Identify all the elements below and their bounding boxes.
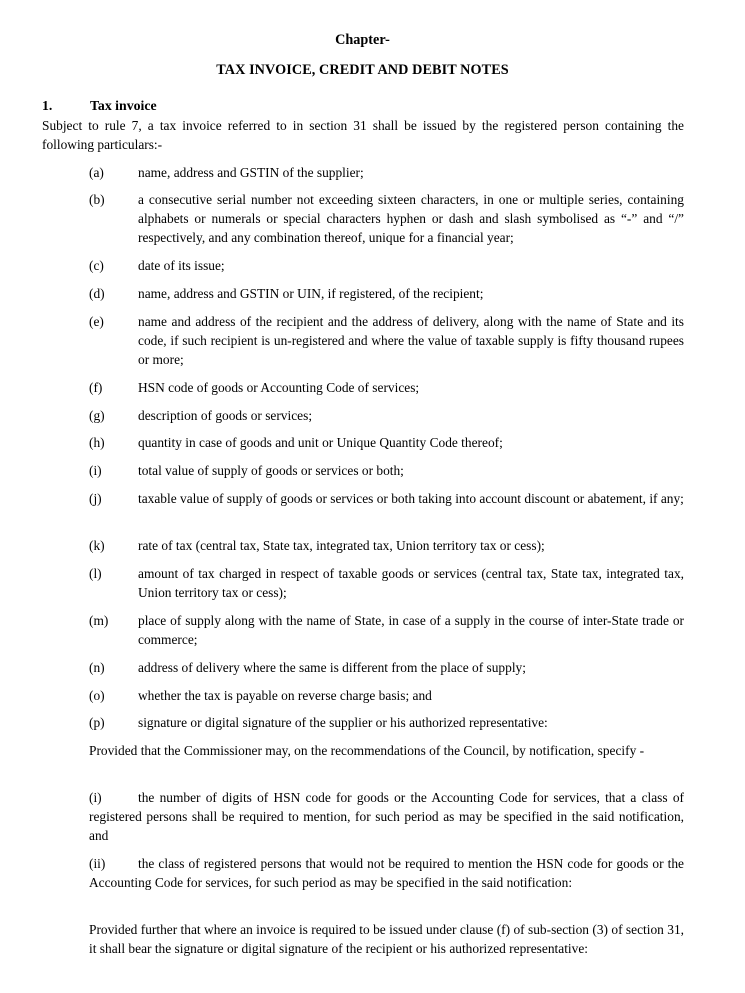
clause-text: amount of tax charged in respect of taxable goods or services (central tax, State tax, integrated tax, Union territory tax or cess);	[138, 566, 684, 600]
clause-label: (a)	[89, 165, 104, 180]
proviso-further-paragraph: Provided further that where an invoice is required to be issued under clause (f) of sub-section (3) of section 31, it shall bear the signature or digital signature of the recipient or his authorized representative:	[89, 922, 684, 956]
clause-label: (d)	[89, 286, 105, 301]
clause-label: (l)	[89, 566, 102, 581]
clause-label: (g)	[89, 408, 105, 423]
clause-o	[89, 686, 684, 705]
clause-m	[89, 611, 684, 649]
section-number: 1.	[42, 98, 53, 113]
clause-label: (b)	[89, 192, 105, 207]
clause-label: (f)	[89, 380, 103, 395]
clause-l	[89, 564, 684, 602]
clause-text: place of supply along with the name of State, in case of a supply in the course of inter-State trade or commerce;	[138, 613, 684, 647]
clause-f	[89, 378, 684, 397]
clause-b	[89, 190, 684, 247]
clause-i	[89, 461, 684, 480]
clause-g	[89, 406, 684, 425]
clause-text: name and address of the recipient and the address of delivery, along with the name of State and its code, if such recipient is un-registered and where the value of taxable supply is fifty thousand rupees or more;	[138, 314, 684, 367]
chapter-heading: Chapter-	[335, 32, 390, 48]
clause-d	[89, 284, 684, 303]
chapter-title: TAX INVOICE, CREDIT AND DEBIT NOTES	[216, 62, 509, 78]
clause-label: (o)	[89, 688, 105, 703]
clause-label: (c)	[89, 258, 104, 273]
clause-c	[89, 256, 684, 275]
clause-label: (p)	[89, 715, 105, 730]
clause-a	[89, 163, 684, 182]
clause-label: (e)	[89, 314, 104, 329]
clause-text: date of its issue;	[138, 258, 225, 273]
section-heading	[42, 96, 157, 115]
clause-h	[89, 433, 684, 452]
clause-text: name, address and GSTIN or UIN, if registered, of the recipient;	[138, 286, 484, 301]
clause-k	[89, 536, 684, 555]
section-title: Tax invoice	[90, 98, 157, 113]
proviso-paragraph: Provided that the Commissioner may, on the recommendations of the Council, by notification, specify -	[89, 743, 645, 758]
clause-text: a consecutive serial number not exceeding sixteen characters, in one or multiple series, containing alphabets or numerals or special characters hyphen or dash and slash symbolised as “-” and “/” respectively, and any combination thereof, unique for a financial year;	[138, 192, 684, 245]
clause-label: (i)	[89, 463, 102, 478]
clause-text: signature or digital signature of the supplier or his authorized representative:	[138, 715, 548, 730]
section-intro: Subject to rule 7, a tax invoice referred to in section 31 shall be issued by the registered person containing the following particulars:-	[42, 118, 684, 152]
clause-text: description of goods or services;	[138, 408, 313, 423]
clause-label: (m)	[89, 613, 109, 628]
clause-label: (h)	[89, 435, 105, 450]
clause-text: rate of tax (central tax, State tax, integrated tax, Union territory tax or cess);	[138, 538, 545, 553]
clause-text: total value of supply of goods or services or both;	[138, 463, 404, 478]
subclause-ii	[89, 854, 684, 892]
clause-n	[89, 658, 684, 677]
clause-e	[89, 312, 684, 369]
clause-label: (k)	[89, 538, 105, 553]
clause-text: HSN code of goods or Accounting Code of services;	[138, 380, 420, 395]
subclause-text: the class of registered persons that would not be required to mention the HSN code for goods or the Accounting Code for services, for such period as may be specified in the said notification:	[89, 856, 684, 890]
subclause-i	[89, 788, 684, 845]
clause-text: taxable value of supply of goods or services or both taking into account discount or abatement, if any;	[138, 491, 684, 506]
clause-text: whether the tax is payable on reverse charge basis; and	[138, 688, 432, 703]
clause-text: address of delivery where the same is different from the place of supply;	[138, 660, 526, 675]
clause-text: quantity in case of goods and unit or Unique Quantity Code thereof;	[138, 435, 503, 450]
clause-p	[89, 713, 684, 732]
clause-label: (n)	[89, 660, 105, 675]
clause-j	[89, 489, 684, 508]
clause-label: (j)	[89, 491, 102, 506]
subclause-label: (ii)	[89, 856, 106, 871]
clause-text: name, address and GSTIN of the supplier;	[138, 165, 364, 180]
subclause-text: the number of digits of HSN code for goods or the Accounting Code for services, that a class of registered persons shall be required to mention, for such period as may be specified in the said notification, and	[89, 790, 684, 843]
subclause-label: (i)	[89, 790, 102, 805]
